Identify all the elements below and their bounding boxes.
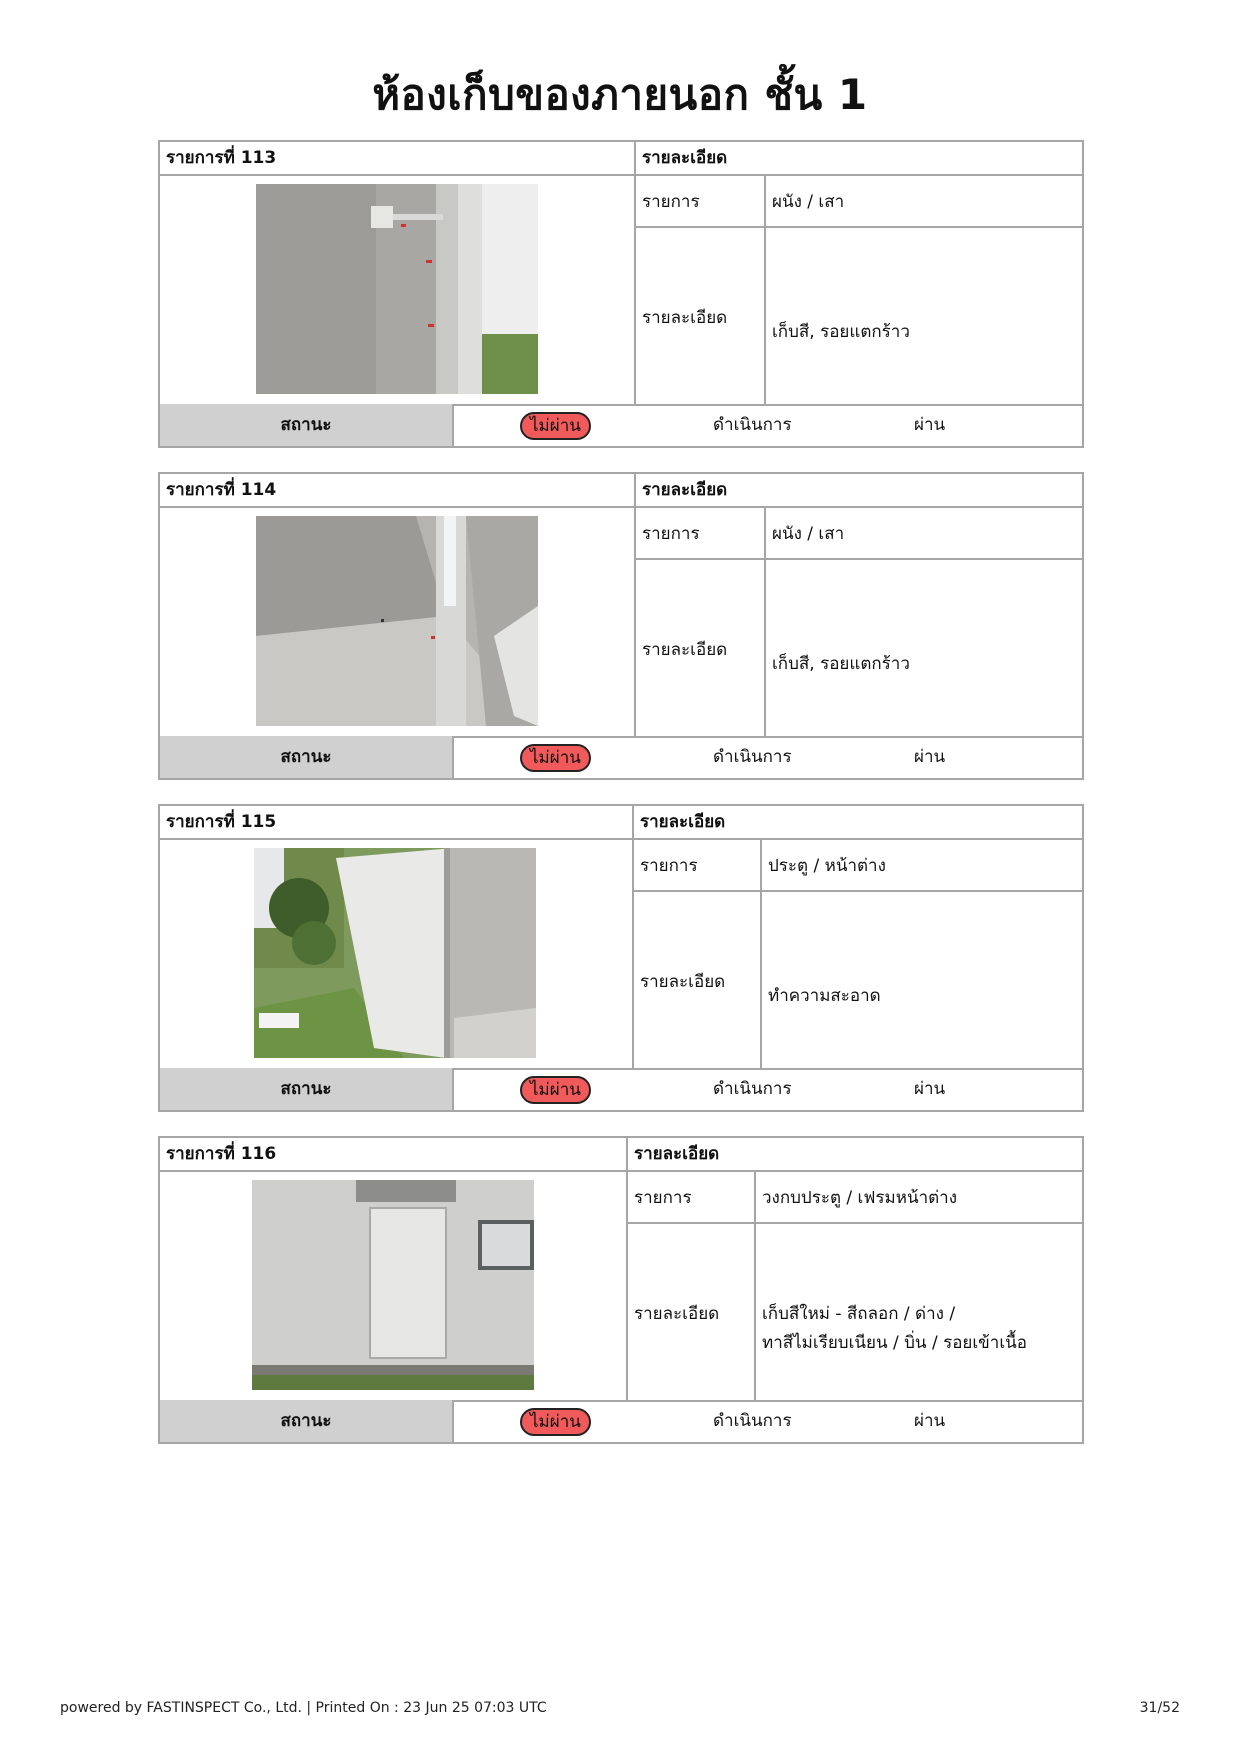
inspection-item-115 [158, 804, 1084, 1112]
details-line: เก็บสีใหม่ - สีถลอก / ด่าง / [762, 1304, 956, 1324]
inspection-photo[interactable] [254, 848, 536, 1058]
details-header: รายละเอียด [634, 142, 1082, 174]
status-row [160, 1400, 1082, 1442]
details-header: รายละเอียด [634, 474, 1082, 506]
action-label: ดำเนินการ [713, 1079, 792, 1099]
details-label: รายละเอียด [642, 308, 728, 328]
action-label: ดำเนินการ [713, 415, 792, 435]
item-number: รายการที่ 116 [166, 1144, 277, 1164]
item-value: ผนัง / เสา [772, 524, 845, 544]
item-label: รายการ [642, 192, 700, 212]
status-badge: ไม่ผ่าน [520, 744, 591, 772]
item-number: รายการที่ 113 [166, 148, 277, 168]
inspection-item-116 [158, 1136, 1084, 1444]
details-line: ทาสีไม่เรียบเนียน / บิ่น / รอยเข้าเนื้อ [762, 1333, 1027, 1353]
item-number: รายการที่ 115 [166, 812, 277, 832]
details-line: เก็บสี, รอยแตกร้าว [772, 322, 910, 342]
status-row [160, 1068, 1082, 1110]
result-label: ผ่าน [914, 1079, 946, 1099]
result-label: ผ่าน [914, 1411, 946, 1431]
status-label: สถานะ [160, 1068, 452, 1110]
status-row [160, 404, 1082, 446]
item-label: รายการ [640, 856, 698, 876]
status-label: สถานะ [160, 736, 452, 778]
status-label: สถานะ [160, 1400, 452, 1442]
item-label: รายการ [634, 1188, 692, 1208]
item-number: รายการที่ 114 [166, 480, 277, 500]
inspection-photo[interactable] [256, 184, 538, 394]
details-value [766, 650, 910, 677]
status-label: สถานะ [160, 404, 452, 446]
status-badge: ไม่ผ่าน [520, 1408, 591, 1436]
footer-powered-by: powered by FASTINSPECT Co., Ltd. | Printed On : 23 Jun 25 07:03 UTC [60, 1700, 547, 1716]
status-badge: ไม่ผ่าน [520, 412, 591, 440]
item-value: วงกบประตู / เฟรมหน้าต่าง [762, 1188, 958, 1208]
page-title: ห้องเก็บของภายนอก ชั้น 1 [372, 70, 868, 119]
details-value [766, 318, 910, 345]
page-number: 31/52 [1139, 1700, 1180, 1716]
details-line: เก็บสี, รอยแตกร้าว [772, 654, 910, 674]
details-line: ทำความสะอาด [768, 986, 881, 1006]
inspection-photo[interactable] [256, 516, 538, 726]
status-row [160, 736, 1082, 778]
action-label: ดำเนินการ [713, 1411, 792, 1431]
result-label: ผ่าน [914, 415, 946, 435]
details-value [762, 982, 881, 1009]
action-label: ดำเนินการ [713, 747, 792, 767]
inspection-item-113 [158, 140, 1084, 448]
details-label: รายละเอียด [640, 972, 726, 992]
details-header: รายละเอียด [632, 806, 1082, 838]
item-value: ประตู / หน้าต่าง [768, 856, 886, 876]
details-label: รายละเอียด [642, 640, 728, 660]
details-header: รายละเอียด [626, 1138, 1082, 1170]
item-label: รายการ [642, 524, 700, 544]
status-badge: ไม่ผ่าน [520, 1076, 591, 1104]
result-label: ผ่าน [914, 747, 946, 767]
inspection-photo[interactable] [252, 1180, 534, 1390]
item-value: ผนัง / เสา [772, 192, 845, 212]
inspection-item-114 [158, 472, 1084, 780]
details-label: รายละเอียด [634, 1304, 720, 1324]
details-value [756, 1300, 1027, 1356]
